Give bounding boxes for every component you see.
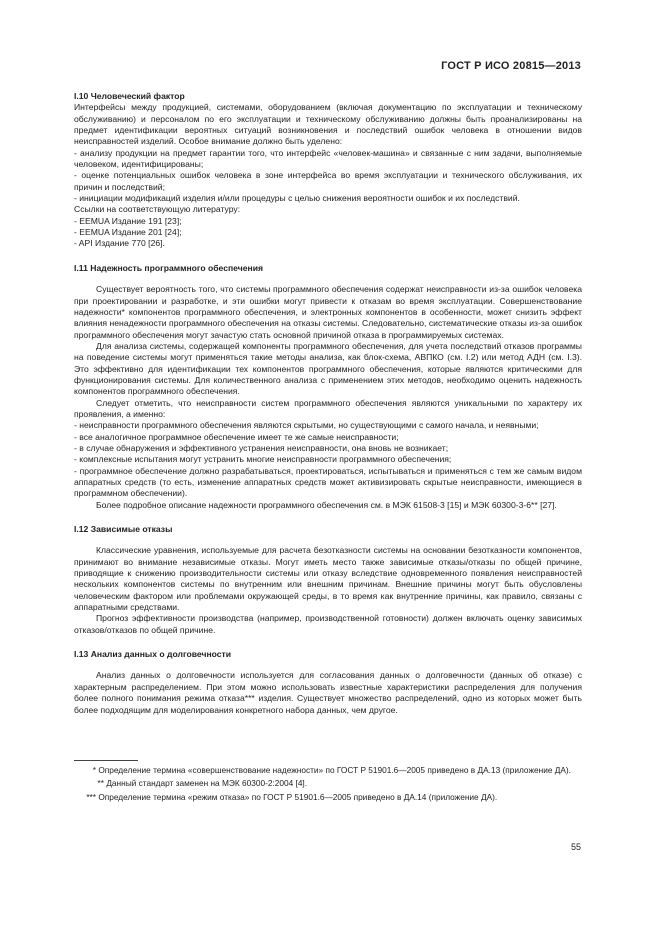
footnote-text: Определение термина «режим отказа» по ГОСТ Р 51901.6—2005 приведено в ДА.14 (приложение ДА). xyxy=(98,791,498,802)
list-item: - анализу продукции на предмет гарантии того, что интерфейс «человек-машина» и связанные с ним задачи, выполняемые человеком, идентифицированы; xyxy=(74,147,582,170)
footnote xyxy=(74,765,582,776)
section-human-factor xyxy=(74,91,582,250)
paragraph: Интерфейсы между продукцией, системами, оборудованием (включая документацию по эксплуатации и техническому обслуживанию) и персоналом по его эксплуатации и техническому обслуживанию должны быть проанализированы на предмет идентификации вероятных ситуаций возникновения и последствий ошибок человека в отношении видов неисправностей изделий. Особое внимание должно быть уделено: xyxy=(74,102,582,147)
footnote-mark: * xyxy=(92,765,96,775)
section-dependent-failures xyxy=(74,524,582,636)
list-item: - оценке потенциальных ошибок человека в зоне интерфейса во время эксплуатации и технического обслуживания, их причин и последствий; xyxy=(74,170,582,192)
list-item: - программное обеспечение должно разрабатываться, проектироваться, испытываться и применяться с тем же самым видом аппаратных средств (то есть, изменение аппаратных средств может активизировать скрытые неисправности, имеющиеся в программном обеспечении). xyxy=(74,465,582,499)
page-number: 55 xyxy=(570,842,581,852)
list-item: - EEMUA Издание 191 [23]; xyxy=(74,215,182,226)
list-item: - инициации модификаций изделия и/или процедуры с целью снижения вероятности ошибок и их последствий. xyxy=(74,193,520,204)
list-item: - неисправности программного обеспечения являются скрытыми, но существующими с самого начала, и неявными; xyxy=(74,420,539,431)
footnote-mark: ** xyxy=(97,778,104,789)
footnote-divider xyxy=(74,760,138,761)
list-item: - EEMUA Издание 201 [24]; xyxy=(74,227,182,238)
footnote xyxy=(74,792,582,803)
paragraph: Существует вероятность того, что системы программного обеспечения содержат неисправности из-за ошибок человека при проектировании и разработке, и эти ошибки могут привести к отказам во время эксплуатации. Совершенствование надежности* компонентов программного обеспечения, и электронных компонентов в особенности, может снизить эффект влияния ненадежности программного обеспечения на отказы системы. Следовательно, систематические отказы из-за ошибок программного обеспечения могут зачастую стать основной причиной отказа в программируемых системах. xyxy=(74,284,582,340)
section-title: I.11 Надежность программного обеспечения xyxy=(74,262,264,273)
standard-header: ГОСТ Р ИСО 20815—2013 xyxy=(441,60,581,72)
paragraph: Классические уравнения, используемые для расчета безотказности системы на основании безотказности компонентов, принимают во внимание независимые отказы. Могут иметь место также зависимые отказы/отказы по общей причине, приводящие к снижению производительности системы или отказу вследствие одновременного появления неисправностей нескольких компонентов системы по внутренним или внешним причинам. Внешние причины могут быть обусловлены человеческим фактором или проблемами окружающей среды, в то время как внутренние причины, как правило, связаны с аппаратными средствами. xyxy=(74,545,582,613)
main-content xyxy=(74,91,582,716)
paragraph: Для анализа системы, содержащей компоненты программного обеспечения, для учета последствий отказов программы на поведение системы могут применяться такие методы анализа, как блок-схема, АВПКО (см. I.2) или метод АДН (см. I.3). Это эффективно для идентификации тех компонентов программного обеспечения, которые являются критическими для функционирования системы. Для количественного анализа с применением этих методов, необходимо оценить надежность компонентов программного обеспечения. xyxy=(74,340,582,397)
list-item: - в случае обнаружения и эффективного устранения неисправности, она вновь не возникает; xyxy=(74,442,449,453)
section-title: I.12 Зависимые отказы xyxy=(74,524,173,535)
footnotes xyxy=(74,760,582,805)
footnote-mark: *** xyxy=(86,791,96,802)
list-item: - все аналогичное программное обеспечение имеет те же самые неисправности; xyxy=(74,431,399,442)
section-title: I.13 Анализ данных о долговечности xyxy=(74,649,232,660)
paragraph: Следует отметить, что неисправности систем программного обеспечения являются уникальными по характеру их проявления, а именно: xyxy=(74,397,582,419)
list-item: - комплексные испытания могут устранить многие неисправности программного обеспечения; xyxy=(74,454,452,465)
paragraph: Ссылки на соответствующую литературу: xyxy=(74,204,241,215)
section-lifetime-data-analysis xyxy=(74,649,582,716)
section-title: I.10 Человеческий фактор xyxy=(74,91,185,101)
paragraph: Прогноз эффективности производства (например, производственной готовности) должен включать оценку зависимых отказов/отказов по общей причине. xyxy=(74,613,582,635)
section-software-reliability xyxy=(74,263,582,511)
paragraph: Анализ данных о долговечности используется для согласования данных о долговечности (данных об отказе) с характерным распределением. При этом можно использовать известные характеристики распределения для получения более полного понимания режима отказа*** изделия. Существует множество распределений, одно из которых может быть более подходящим для моделирования конкретного набора данных, чем другое. xyxy=(74,670,582,715)
footnote-text: Данный стандарт заменен на МЭК 60300-2:2004 [4]. xyxy=(106,778,308,789)
list-item: - API Издание 770 [26]. xyxy=(74,238,165,249)
footnote xyxy=(74,778,582,789)
paragraph: Более подробное описание надежности программного обеспечения см. в МЭК 61508-3 [15] и МЭК 60300-3-6** [27]. xyxy=(96,499,557,510)
footnote-text: Определение термина «совершенствование надежности» по ГОСТ Р 51901.6—2005 приведено в ДА.13 (приложение ДА). xyxy=(98,765,571,775)
